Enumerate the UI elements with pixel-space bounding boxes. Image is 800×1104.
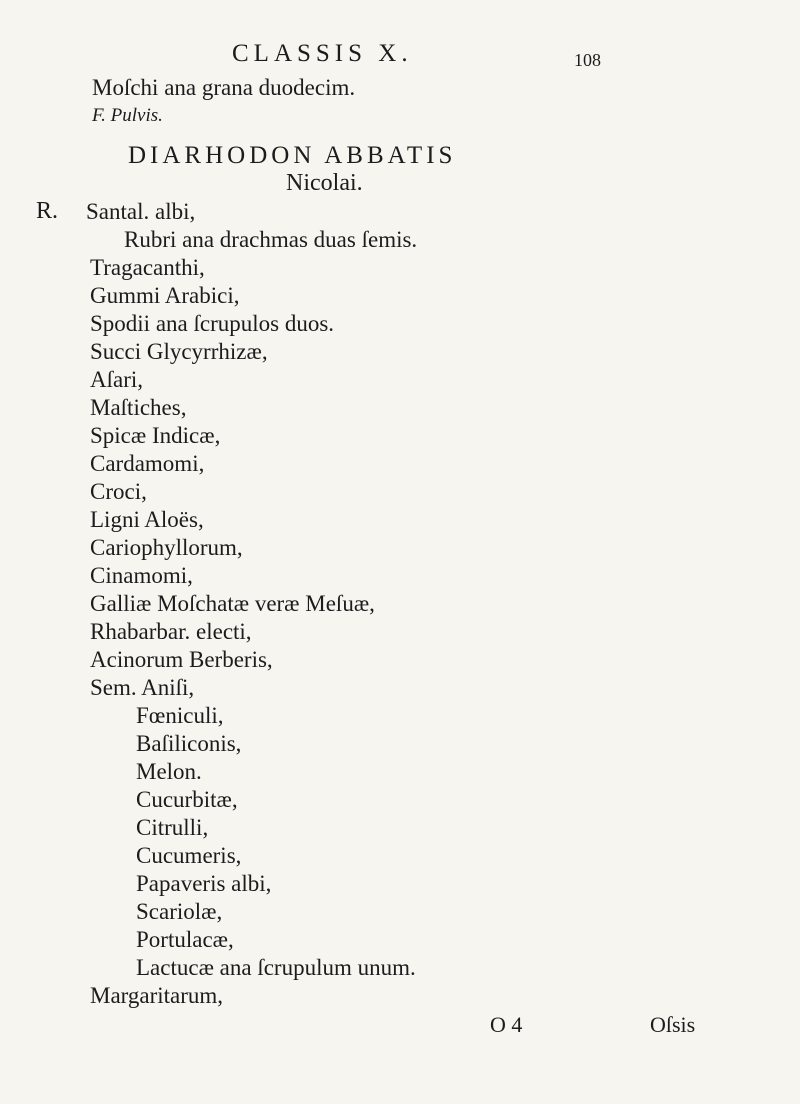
ingredient-line: Rubri ana drachmas duas ſemis. — [124, 227, 418, 252]
ingredient-line: Cinamomi, — [90, 563, 193, 588]
section-subtitle: Nicolai. — [286, 170, 363, 196]
ingredient-line: Scariolæ, — [136, 899, 223, 924]
ingredient-line: Gummi Arabici, — [90, 283, 240, 308]
ingredient-line: Cucurbitæ, — [136, 787, 238, 812]
ingredient-line: Tragacanthi, — [90, 255, 205, 280]
ingredient-line: Cardamomi, — [90, 451, 205, 476]
ingredient-line: Margaritarum, — [90, 983, 224, 1008]
section-title: DIARHODON ABBATIS — [128, 142, 457, 169]
catchword: Oſsis — [650, 1012, 696, 1037]
ingredient-line: Croci, — [90, 479, 147, 504]
ingredient-line: Ligni Aloës, — [90, 507, 204, 532]
ingredient-line: Spicæ Indicæ, — [90, 423, 221, 448]
intro-line: Moſchi ana grana duodecim. — [92, 75, 356, 100]
ingredient-line: Spodii ana ſcrupulos duos. — [90, 311, 335, 336]
ingredient-line: Santal. albi, — [86, 199, 196, 224]
ingredient-line: Succi Glycyrrhizæ, — [90, 339, 268, 364]
signature-mark: O 4 — [490, 1012, 523, 1037]
recipe-mark: R. — [36, 198, 59, 224]
ingredient-line: Papaveris albi, — [136, 871, 272, 896]
page-header-title: CLASSIS X. — [232, 40, 413, 67]
ingredient-line: Rhabarbar. electi, — [90, 619, 252, 644]
ingredient-line: Cariophyllorum, — [90, 535, 243, 560]
ingredient-line: Melon. — [136, 759, 202, 784]
ingredient-line: Galliæ Moſchatæ veræ Meſuæ, — [90, 591, 375, 616]
ingredient-line: Cucumeris, — [136, 843, 242, 868]
ingredient-line: Citrulli, — [136, 815, 209, 840]
ingredient-line: Fœniculi, — [136, 703, 224, 728]
page-number: 108 — [574, 50, 601, 70]
ingredient-line: Sem. Aniſi, — [90, 675, 195, 700]
ingredient-line: Aſari, — [90, 367, 144, 392]
ingredient-line: Maſtiches, — [90, 395, 187, 420]
ingredient-line: Portulacæ, — [136, 927, 234, 952]
intro-line: F. Pulvis. — [92, 105, 163, 126]
ingredient-line: Lactucæ ana ſcrupulum unum. — [136, 955, 416, 980]
ingredient-line: Baſiliconis, — [136, 731, 242, 756]
ingredient-line: Acinorum Berberis, — [90, 647, 273, 672]
